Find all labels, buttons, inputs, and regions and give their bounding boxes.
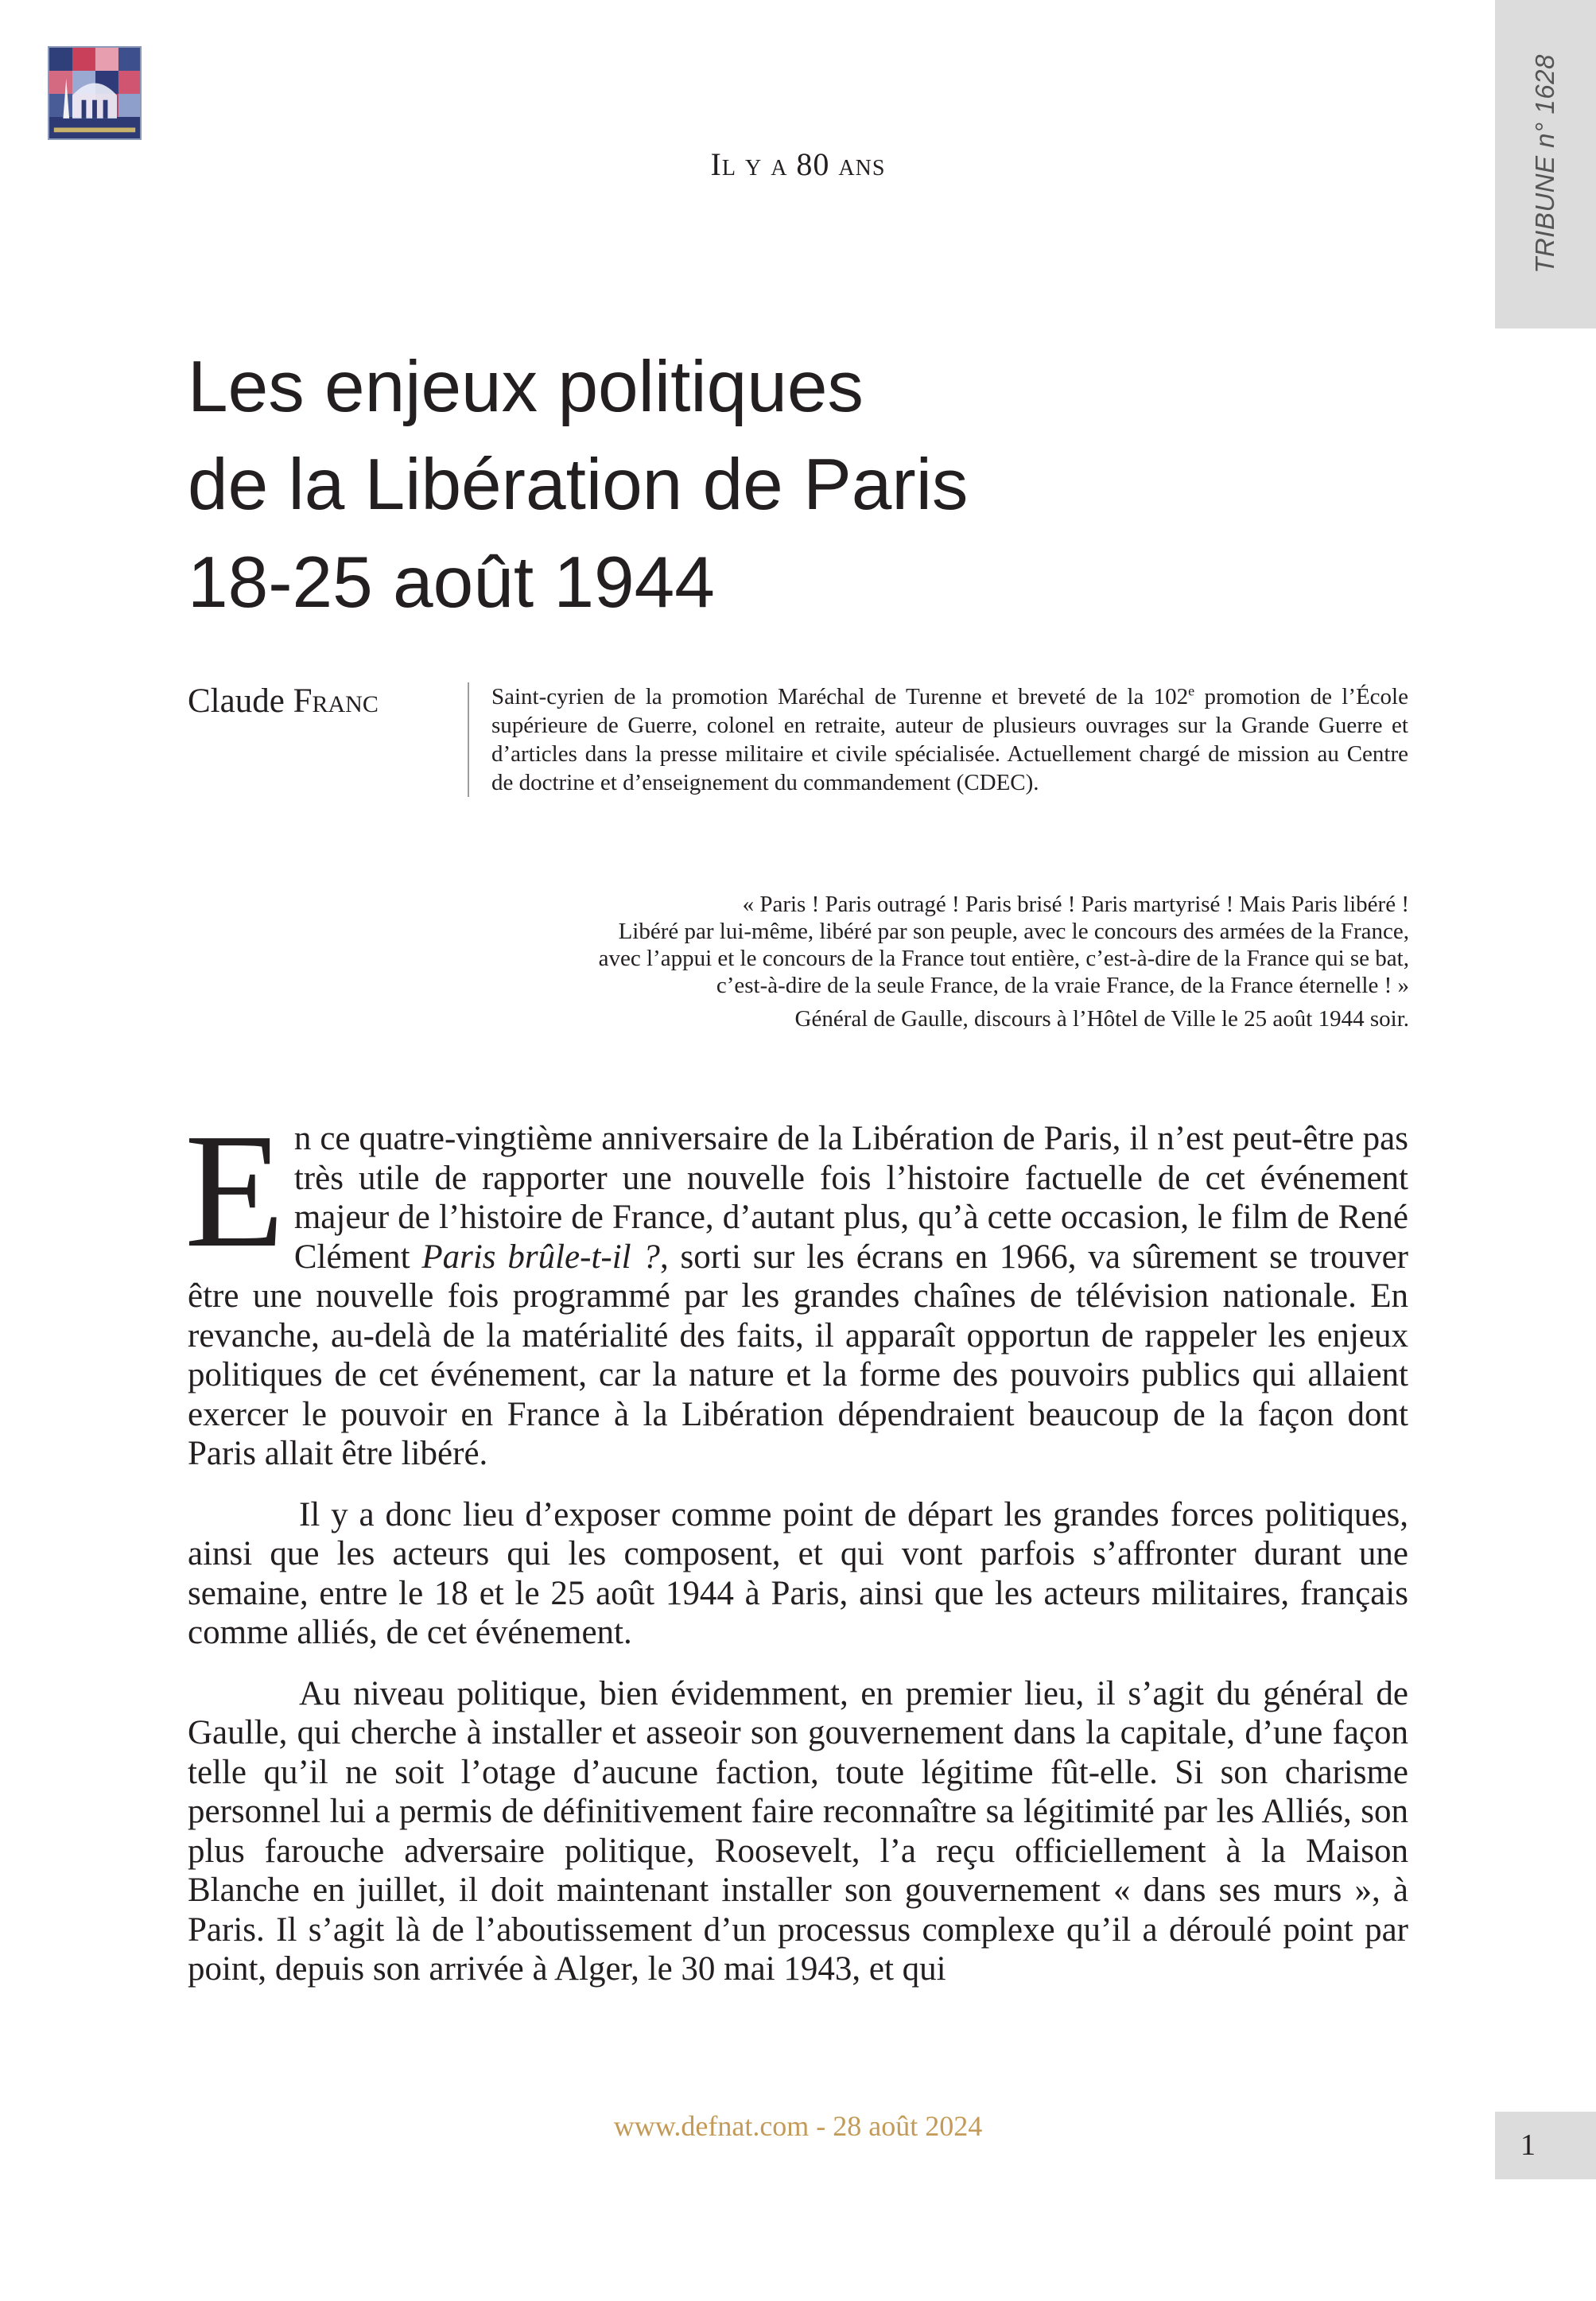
body-paragraph-2: Il y a donc lieu d’exposer comme point de départ les grandes forces politiques, ainsi que les acteurs qui les composent, et qui vont parfois s’affronter durant une semaine, entre le 18 et le 25 août 1944 à Paris, ainsi que les acteurs militaires, français comme alliés, de cet événement. (188, 1495, 1408, 1651)
film-title: Paris brûle-t-il ? (421, 1238, 660, 1276)
institution-logo-icon (48, 46, 142, 140)
title-line-1: Les enjeux politiques (188, 346, 864, 427)
page-number: 1 (1520, 2128, 1536, 2162)
author-name (188, 682, 379, 721)
title-line-2: de la Libération de Paris (188, 444, 969, 525)
author-last-name: Franc (293, 682, 379, 720)
author-bio-part2: promotion de l’École supérieure de Guerre, colonel en retraite, auteur de plusieurs ouvrages sur la Grande Guerre et d’articles dans la presse militaire et civile spécialisée. Actuellement chargé de mission au Centre de doctrine et d’enseignement du commandement (CDEC). (491, 684, 1408, 795)
footer-url-date: www.defnat.com - 28 août 2024 (613, 2110, 983, 2142)
author-bio (468, 682, 1408, 797)
body-paragraph-1 (184, 1099, 1408, 1474)
epigraph-line-2: Libéré par lui-même, libéré par son peuple, avec le concours des armées de la France, (618, 919, 1409, 944)
article-body (184, 1099, 1408, 2011)
author-first-name: Claude (188, 682, 285, 720)
article-title (188, 338, 1380, 632)
title-line-3: 18-25 août 1944 (188, 542, 715, 623)
epigraph-line-1: « Paris ! Paris outragé ! Paris brisé ! Paris martyrisé ! Mais Paris libéré ! (742, 892, 1409, 917)
author-bio-superscript: e (1188, 682, 1195, 699)
epigraph (477, 891, 1409, 1032)
epigraph-line-3: avec l’appui et le concours de la France tout entière, c’est-à-dire de la France qui se bat, (598, 946, 1409, 971)
epigraph-attribution: Général de Gaulle, discours à l’Hôtel de Ville le 25 août 1944 soir. (794, 1006, 1409, 1032)
tribune-number: TRIBUNE n° 1628 (1530, 54, 1559, 274)
body-paragraph-3: Au niveau politique, bien évidemment, en premier lieu, il s’agit du général de Gaulle, qui cherche à installer et asseoir son gouvernement dans la capitale, d’une façon telle qu’il ne soit l’otage d’aucune faction, toute légitime fût-elle. Si son charisme personnel lui a permis de définitivement faire reconnaître sa légitimité par les Alliés, son plus farouche adversaire politique, Roosevelt, l’a reçu officiellement à la Maison Blanche en juillet, il doit maintenant installer son gouvernement « dans ses murs », à Paris. Il s’agit là de l’aboutissement d’un processus complexe qu’il a déroulé point par point, depuis son arrivée à Alger, le 30 mai 1943, et qui (188, 1674, 1408, 1988)
drop-cap: E (184, 1099, 285, 1281)
page-number-tab (1495, 2112, 1596, 2179)
author-bio-part1: Saint-cyrien de la promotion Maréchal de Turenne et breveté de la 102 (491, 684, 1189, 709)
body-paragraph-1-text-a: n ce quatre-vingtième anniversaire de la Libération de Paris, il n’est peut-être pas très utile de rapporter une nouvelle fois l’histoire factuelle de cet événement majeur de l’histoire de France, d’autant plus, qu’à cette occasion, le film de René Clément (293, 1120, 1408, 1276)
body-paragraph-1-text-b: , sorti sur les écrans en 1966, va sûrement se trouver être une nouvelle fois programmé par les grandes chaînes de télévision nationale. En revanche, au-delà de la matérialité des faits, il apparaît opportun de rappeler les enjeux politiques de cet événement, car la nature et la forme des pouvoirs publics qui allaient exercer le pouvoir en France à la Libération dépendraient beaucoup de la façon dont Paris allait être libéré. (188, 1238, 1408, 1472)
section-kicker: Il y a 80 ans (710, 146, 886, 182)
epigraph-line-4: c’est-à-dire de la seule France, de la vraie France, de la France éternelle ! » (716, 973, 1409, 998)
